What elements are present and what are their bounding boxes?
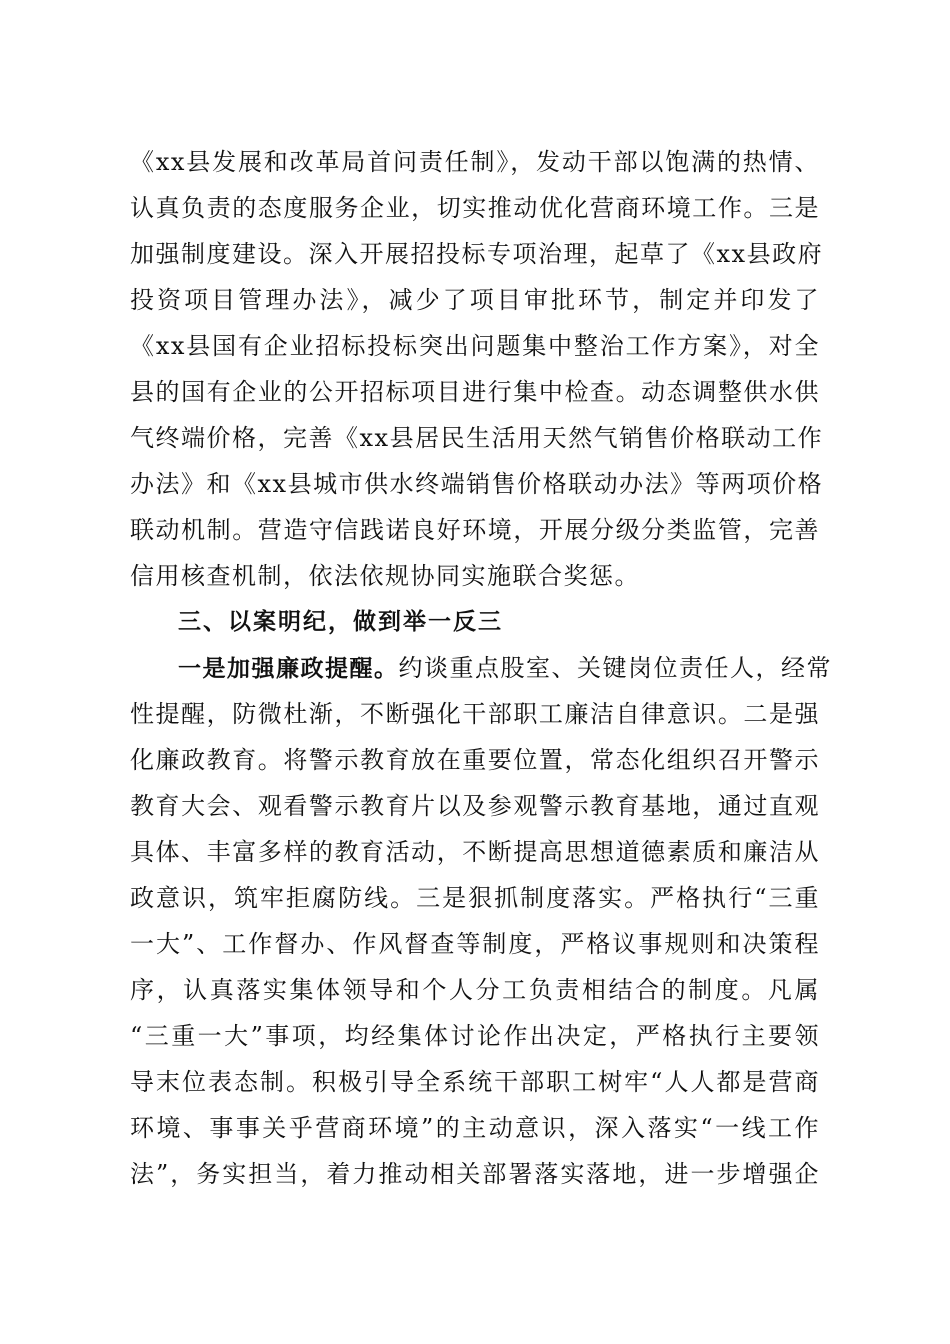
text-line: 《xx县国有企业招标投标突出问题集中整治工作方案》，对全 [130,332,820,360]
text-line: 《xx县发展和改革局首问责任制》，发动干部以饱满的热情、 [130,148,820,176]
document-body [130,139,832,1197]
text-line: 政意识，筑牢拒腐防线。三是狠抓制度落实。严格执行“三重 [130,884,820,912]
text-line: 认真负责的态度服务企业，切实推动优化营商环境工作。三是 [130,194,820,222]
paragraph-lead: 一是加强廉政提醒。 [178,656,399,682]
text-line: 化廉政教育。将警示教育放在重要位置，常态化组织召开警示 [130,746,820,774]
text-line: 教育大会、观看警示教育片以及参观警示教育基地，通过直观 [130,792,820,820]
text-line: 性提醒，防微杜渐，不断强化干部职工廉洁自律意识。二是强 [130,700,820,728]
text-line: 信用核查机制，依法依规协同实施联合奖惩。 [130,562,640,590]
text-line: 法”，务实担当，着力推动相关部署落实落地，进一步增强企 [130,1160,820,1188]
paragraph-integrity-education [130,645,832,1197]
text-line: 县的国有企业的公开招标项目进行集中检查。动态调整供水供 [130,378,820,406]
text-line: 序，认真落实集体领导和个人分工负责相结合的制度。凡属 [130,976,820,1004]
text-line: “三重一大”事项，均经集体讨论作出决定，严格执行主要领 [130,1022,820,1050]
section-heading: 三、以案明纪，做到举一反三 [178,609,503,635]
text-line: 加强制度建设。深入开展招投标专项治理，起草了《xx县政府 [130,240,824,268]
paragraph-institution-building [130,139,824,599]
text-line: 导末位表态制。积极引导全系统干部职工树牢“人人都是营商 [130,1068,820,1096]
text-line [130,645,832,691]
text-line: 气终端价格，完善《xx县居民生活用天然气销售价格联动工作 [130,424,824,452]
line-text: 约谈重点股室、关键岗位责任人，经常 [398,654,832,682]
text-line: 办法》和《xx县城市供水终端销售价格联动办法》等两项价格 [130,470,824,498]
text-line: 环境、事事关乎营商环境”的主动意识，深入落实“一线工作 [130,1114,820,1142]
text-line: 一大”、工作督办、作风督查等制度，严格议事规则和决策程 [130,930,820,958]
text-line: 具体、丰富多样的教育活动，不断提高思想道德素质和廉洁从 [130,838,820,866]
text-line: 投资项目管理办法》，减少了项目审批环节，制定并印发了 [130,286,820,314]
text-line: 联动机制。营造守信践诺良好环境，开展分级分类监管，完善 [130,516,820,544]
